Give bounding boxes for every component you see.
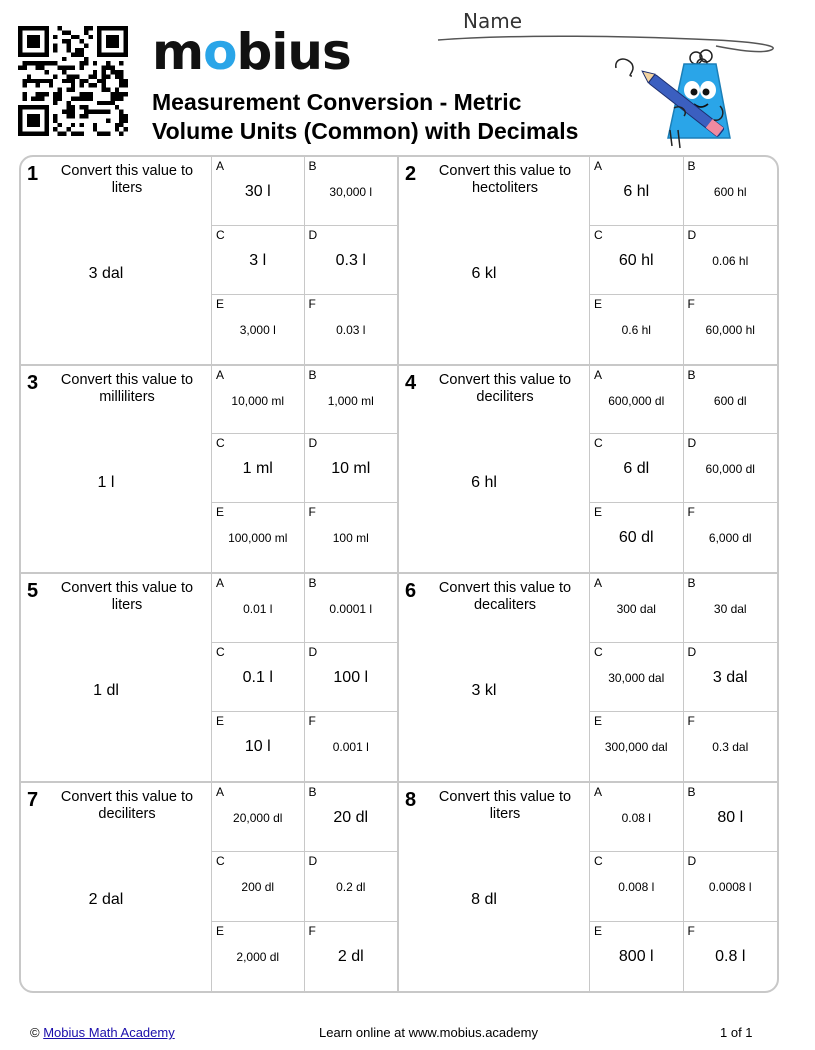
answer-letter: A bbox=[594, 367, 603, 382]
problem-6 bbox=[399, 574, 777, 783]
answer-value: 0.6 hl bbox=[621, 322, 651, 337]
answer-option-b[interactable] bbox=[305, 157, 398, 226]
answer-choices bbox=[590, 366, 777, 573]
answer-option-f[interactable] bbox=[684, 712, 778, 781]
answer-value: 10,000 ml bbox=[231, 393, 285, 408]
answer-option-a[interactable] bbox=[212, 783, 305, 853]
answer-letter: C bbox=[216, 436, 225, 451]
answer-letter: A bbox=[216, 784, 225, 799]
footer-learn-online: Learn online at www.mobius.academy bbox=[319, 1025, 538, 1040]
answer-letter: D bbox=[308, 436, 318, 451]
problem-value: 2 dal bbox=[88, 890, 124, 908]
question-panel bbox=[21, 783, 212, 992]
qr-code-icon bbox=[18, 26, 128, 136]
answer-letter: C bbox=[216, 854, 225, 868]
answer-option-f[interactable] bbox=[305, 295, 398, 364]
logo-text-end: bius bbox=[236, 23, 351, 81]
answer-value: 0.008 l bbox=[618, 880, 655, 894]
answer-letter: D bbox=[687, 227, 697, 242]
answer-letter: B bbox=[308, 367, 317, 382]
answer-letter: E bbox=[216, 505, 225, 520]
answer-value: 3 dal bbox=[712, 668, 748, 686]
answer-option-d[interactable] bbox=[684, 643, 778, 712]
problem-prompt: Convert this value to liters bbox=[438, 788, 572, 822]
answer-letter: A bbox=[594, 784, 603, 799]
answer-letter: E bbox=[216, 713, 225, 728]
answer-letter: E bbox=[216, 296, 225, 311]
answer-option-d[interactable] bbox=[305, 643, 398, 712]
name-label: Name bbox=[463, 9, 523, 33]
answer-option-b[interactable] bbox=[684, 366, 778, 435]
answer-letter: F bbox=[308, 923, 316, 938]
mobius-logo bbox=[152, 24, 351, 80]
answer-letter: D bbox=[687, 644, 697, 659]
answer-value: 6,000 dl bbox=[708, 531, 752, 546]
answer-letter: A bbox=[594, 576, 603, 590]
answer-letter: B bbox=[687, 784, 696, 799]
page-indicator: 1 of 1 bbox=[720, 1025, 753, 1040]
problem-number: 8 bbox=[405, 788, 417, 811]
answer-value: 3 l bbox=[249, 251, 267, 269]
answer-option-f[interactable] bbox=[305, 922, 398, 992]
answer-letter: C bbox=[216, 644, 225, 659]
answer-letter: F bbox=[308, 505, 316, 520]
problem-value: 6 hl bbox=[471, 473, 497, 491]
question-panel bbox=[399, 157, 590, 364]
problem-value: 3 kl bbox=[471, 682, 497, 699]
answer-letter: C bbox=[594, 436, 603, 451]
answer-value: 0.1 l bbox=[242, 668, 273, 686]
answer-value: 100 ml bbox=[332, 531, 369, 546]
answer-option-b[interactable] bbox=[684, 574, 778, 643]
answer-value: 1 ml bbox=[242, 460, 273, 478]
answer-option-b[interactable] bbox=[305, 574, 398, 643]
answer-option-e[interactable] bbox=[212, 295, 305, 364]
answer-letter: D bbox=[308, 854, 318, 868]
answer-letter: E bbox=[594, 923, 603, 938]
answer-option-d[interactable] bbox=[684, 226, 778, 295]
answer-option-e[interactable] bbox=[212, 922, 305, 992]
answer-value: 0.0001 l bbox=[329, 602, 373, 616]
problem-number: 1 bbox=[27, 163, 39, 185]
answer-option-e[interactable] bbox=[590, 922, 684, 992]
answer-option-a[interactable] bbox=[590, 366, 684, 435]
answer-letter: F bbox=[308, 713, 316, 728]
answer-option-c[interactable] bbox=[212, 226, 305, 295]
answer-option-f[interactable] bbox=[305, 503, 398, 572]
answer-value: 300,000 dal bbox=[604, 739, 668, 754]
answer-option-a[interactable] bbox=[212, 366, 305, 435]
answer-value: 2 dl bbox=[337, 947, 364, 965]
problem-prompt: Convert this value to decaliters bbox=[438, 580, 572, 613]
answer-choices bbox=[590, 157, 777, 364]
answer-value: 30,000 dal bbox=[608, 670, 665, 685]
problem-8 bbox=[399, 783, 777, 992]
answer-letter: F bbox=[687, 505, 695, 520]
answer-value: 200 dl bbox=[241, 880, 275, 894]
answer-letter: A bbox=[216, 576, 225, 590]
answer-value: 0.2 dl bbox=[336, 880, 366, 894]
title-line-2: Volume Units (Common) with Decimals bbox=[152, 118, 579, 144]
problem-value: 6 kl bbox=[471, 265, 497, 282]
answer-option-b[interactable] bbox=[305, 366, 398, 435]
answer-letter: E bbox=[216, 923, 225, 938]
answer-value: 600,000 dl bbox=[608, 393, 665, 408]
answer-value: 0.01 l bbox=[243, 602, 273, 616]
answer-letter: E bbox=[594, 505, 603, 520]
question-panel bbox=[399, 366, 590, 573]
answer-letter: C bbox=[216, 227, 225, 242]
answer-value: 0.0008 l bbox=[708, 880, 752, 894]
problem-number: 4 bbox=[405, 371, 417, 394]
answer-value: 30 l bbox=[244, 183, 271, 200]
logo-text-start: m bbox=[152, 23, 204, 81]
answer-letter: E bbox=[594, 713, 603, 728]
answer-option-a[interactable] bbox=[590, 783, 684, 853]
logo-drop-letter: o bbox=[203, 23, 237, 81]
problem-7 bbox=[21, 783, 399, 992]
answer-value: 20,000 dl bbox=[233, 810, 283, 825]
answer-option-f[interactable] bbox=[305, 712, 398, 781]
answer-value: 60,000 hl bbox=[705, 322, 755, 337]
answer-value: 6 dl bbox=[623, 460, 650, 478]
answer-letter: D bbox=[687, 854, 697, 868]
answer-option-d[interactable] bbox=[305, 852, 398, 922]
answer-letter: D bbox=[308, 227, 318, 242]
mobius-academy-link[interactable]: Mobius Math Academy bbox=[43, 1025, 175, 1040]
answer-letter: F bbox=[308, 296, 316, 311]
answer-choices bbox=[590, 574, 777, 781]
answer-choices bbox=[212, 366, 397, 573]
answer-option-a[interactable] bbox=[590, 574, 684, 643]
answer-value: 10 ml bbox=[331, 460, 371, 478]
answer-option-e[interactable] bbox=[212, 503, 305, 572]
problem-number: 3 bbox=[27, 371, 39, 394]
answer-option-f[interactable] bbox=[684, 295, 778, 364]
answer-option-c[interactable] bbox=[590, 643, 684, 712]
worksheet-grid bbox=[19, 155, 779, 993]
problem-number: 2 bbox=[405, 163, 417, 185]
answer-letter: F bbox=[687, 296, 695, 311]
answer-choices bbox=[212, 783, 397, 992]
answer-letter: B bbox=[687, 159, 696, 173]
page-title bbox=[152, 88, 578, 146]
problem-number: 6 bbox=[405, 580, 417, 602]
answer-value: 0.06 hl bbox=[712, 253, 749, 268]
answer-letter: C bbox=[594, 644, 603, 659]
problem-value: 1 l bbox=[97, 473, 115, 491]
answer-option-c[interactable] bbox=[590, 852, 684, 922]
answer-value: 80 l bbox=[717, 808, 744, 826]
answer-value: 0.3 dal bbox=[712, 739, 749, 754]
answer-value: 300 dal bbox=[616, 602, 656, 616]
answer-letter: C bbox=[594, 227, 603, 242]
copyright-symbol: © bbox=[30, 1025, 40, 1040]
answer-option-e[interactable] bbox=[590, 503, 684, 572]
answer-value: 100 l bbox=[333, 668, 369, 686]
answer-value: 600 hl bbox=[713, 185, 747, 199]
problem-prompt: Convert this value to hectoliters bbox=[438, 163, 572, 196]
problem-prompt: Convert this value to deciliters bbox=[438, 371, 572, 405]
answer-option-d[interactable] bbox=[684, 434, 778, 503]
question-panel bbox=[399, 574, 590, 781]
answer-option-c[interactable] bbox=[212, 852, 305, 922]
answer-letter: E bbox=[594, 296, 603, 311]
answer-letter: F bbox=[687, 713, 695, 728]
answer-value: 600 dl bbox=[713, 393, 747, 408]
question-panel bbox=[21, 574, 212, 781]
answer-option-b[interactable] bbox=[305, 783, 398, 853]
answer-option-d[interactable] bbox=[305, 226, 398, 295]
answer-letter: B bbox=[308, 159, 317, 173]
answer-option-c[interactable] bbox=[212, 643, 305, 712]
answer-value: 2,000 dl bbox=[236, 949, 280, 964]
answer-option-c[interactable] bbox=[212, 434, 305, 503]
answer-value: 1,000 ml bbox=[327, 393, 374, 408]
answer-value: 0.3 l bbox=[335, 251, 366, 269]
answer-option-b[interactable] bbox=[684, 783, 778, 853]
problem-number: 7 bbox=[27, 788, 39, 811]
answer-letter: A bbox=[216, 159, 225, 173]
answer-value: 3,000 l bbox=[239, 322, 276, 337]
answer-value: 100,000 ml bbox=[228, 531, 288, 546]
answer-value: 0.8 l bbox=[715, 947, 746, 965]
problem-prompt: Convert this value to milliliters bbox=[60, 371, 194, 405]
title-line-1: Measurement Conversion - Metric bbox=[152, 89, 522, 115]
answer-option-e[interactable] bbox=[590, 295, 684, 364]
problem-prompt: Convert this value to deciliters bbox=[60, 788, 194, 822]
answer-letter: D bbox=[308, 644, 318, 659]
problem-number: 5 bbox=[27, 580, 39, 602]
answer-option-b[interactable] bbox=[684, 157, 778, 226]
problem-value: 8 dl bbox=[471, 890, 497, 908]
answer-value: 0.001 l bbox=[332, 739, 369, 754]
answer-value: 20 dl bbox=[333, 808, 369, 826]
answer-letter: A bbox=[216, 367, 225, 382]
answer-letter: A bbox=[594, 159, 603, 173]
answer-option-d[interactable] bbox=[305, 434, 398, 503]
answer-option-e[interactable] bbox=[590, 712, 684, 781]
answer-option-a[interactable] bbox=[212, 157, 305, 226]
problem-prompt: Convert this value to liters bbox=[60, 580, 194, 613]
answer-letter: B bbox=[687, 367, 696, 382]
problem-1 bbox=[21, 157, 399, 366]
answer-letter: B bbox=[308, 576, 317, 590]
answer-value: 800 l bbox=[618, 947, 654, 965]
answer-value: 6 hl bbox=[623, 183, 650, 200]
answer-letter: B bbox=[687, 576, 696, 590]
question-panel bbox=[21, 157, 212, 364]
answer-option-c[interactable] bbox=[590, 226, 684, 295]
problem-value: 3 dal bbox=[88, 265, 124, 282]
answer-choices bbox=[212, 157, 397, 364]
question-panel bbox=[21, 366, 212, 573]
question-panel bbox=[399, 783, 590, 992]
answer-choices bbox=[590, 783, 777, 992]
answer-option-a[interactable] bbox=[212, 574, 305, 643]
answer-value: 30 dal bbox=[713, 602, 747, 616]
problem-5 bbox=[21, 574, 399, 783]
answer-letter: F bbox=[687, 923, 695, 938]
answer-option-c[interactable] bbox=[590, 434, 684, 503]
answer-letter: C bbox=[594, 854, 603, 868]
answer-option-f[interactable] bbox=[684, 503, 778, 572]
answer-value: 0.03 l bbox=[336, 322, 366, 337]
answer-option-f[interactable] bbox=[684, 922, 778, 992]
problem-value: 1 dl bbox=[93, 682, 119, 699]
answer-value: 60 dl bbox=[618, 529, 654, 547]
answer-letter: B bbox=[308, 784, 317, 799]
answer-option-a[interactable] bbox=[590, 157, 684, 226]
footer-copyright bbox=[30, 1025, 175, 1040]
problem-2 bbox=[399, 157, 777, 366]
answer-choices bbox=[212, 574, 397, 781]
problem-4 bbox=[399, 366, 777, 575]
answer-letter: D bbox=[687, 436, 697, 451]
problem-prompt: Convert this value to liters bbox=[60, 163, 194, 196]
answer-option-d[interactable] bbox=[684, 852, 778, 922]
answer-value: 0.08 l bbox=[621, 810, 651, 825]
answer-value: 10 l bbox=[244, 737, 271, 755]
answer-value: 30,000 l bbox=[329, 185, 373, 199]
problem-3 bbox=[21, 366, 399, 575]
answer-option-e[interactable] bbox=[212, 712, 305, 781]
answer-value: 60,000 dl bbox=[705, 462, 755, 477]
answer-value: 60 hl bbox=[618, 251, 654, 269]
mascot-illustration bbox=[612, 46, 737, 156]
